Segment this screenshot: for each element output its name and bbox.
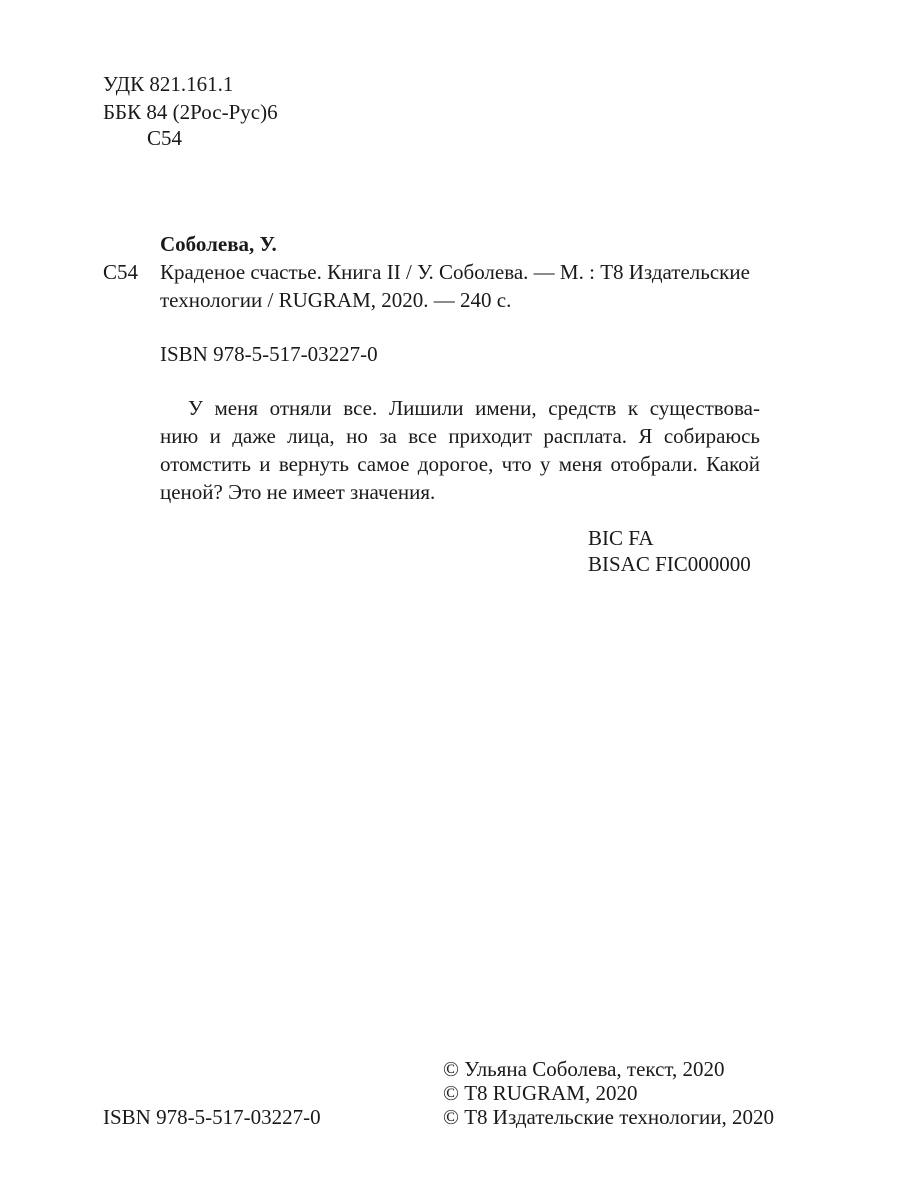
annotation-paragraph: [160, 394, 760, 506]
author-heading: Соболева, У.: [160, 232, 277, 256]
udk-code: УДК 821.161.1: [103, 72, 234, 96]
isbn-footer: ISBN 978-5-517-03227-0: [103, 1105, 321, 1129]
bibliographic-description-line-1: Краденое счастье. Книга II / У. Соболева. — М. : Т8 Издательские: [160, 260, 750, 284]
copyright-line: © Ульяна Соболева, текст, 2020: [443, 1057, 725, 1081]
annotation-line: ценой? Это не имеет значения.: [160, 480, 436, 504]
annotation-line: нию и даже лица, но за все приходит расплата. Я собираюсь: [160, 424, 760, 448]
annotation-line: отомстить и вернуть самое дорогое, что у меня отобрали. Какой: [160, 452, 760, 476]
copyright-line: © Т8 Издательские технологии, 2020: [443, 1105, 774, 1129]
isbn-record: ISBN 978-5-517-03227-0: [160, 342, 378, 366]
record-author-mark: С54: [103, 260, 139, 284]
copyright-line: © Т8 RUGRAM, 2020: [443, 1081, 638, 1105]
annotation-line: У меня отняли все. Лишили имени, средств к существова-: [188, 396, 760, 420]
bic-code: BIC FA: [588, 526, 654, 550]
bibliographic-description-line-2: технологии / RUGRAM, 2020. — 240 с.: [160, 288, 512, 312]
bisac-code: BISAC FIC000000: [588, 552, 751, 576]
author-mark: С54: [147, 126, 183, 150]
bbk-code: ББК 84 (2Рос-Рус)6: [103, 100, 278, 124]
